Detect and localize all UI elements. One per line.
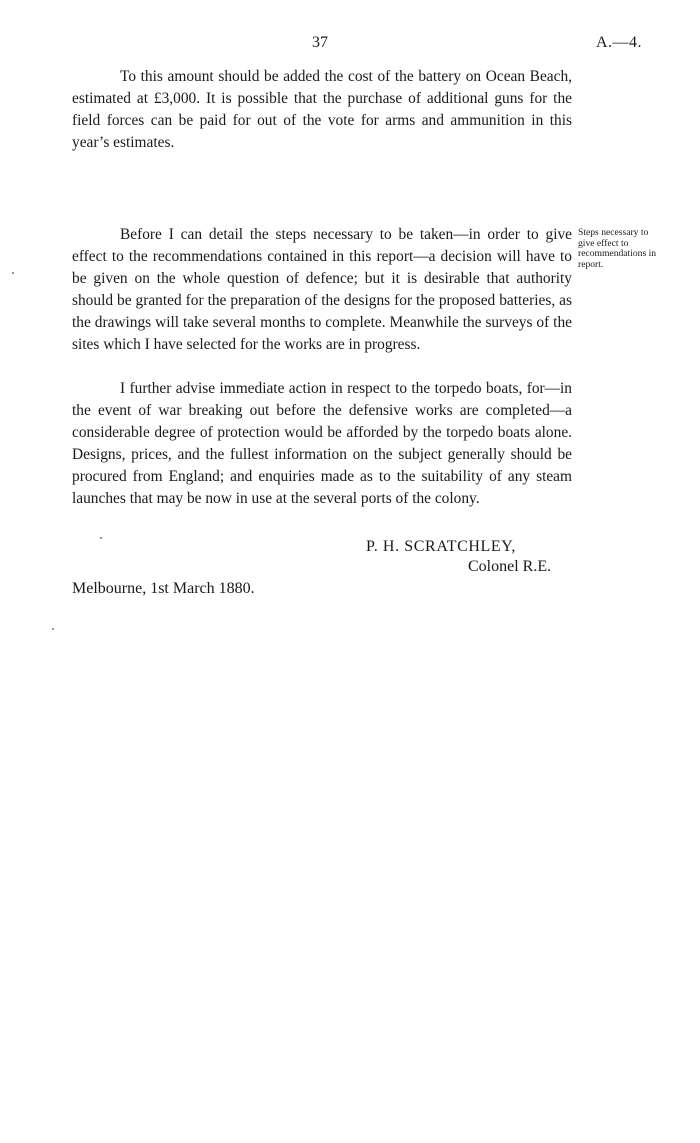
marginal-note: Steps necessary to give effect to recommendations in report.: [578, 227, 657, 270]
page-number: 37: [312, 34, 328, 51]
scan-speck: [52, 628, 54, 630]
place-and-date: Melbourne, 1st March 1880.: [72, 580, 255, 597]
signature-title: Colonel R.E.: [468, 558, 552, 575]
signature-name: P. H. SCRATCHLEY,: [366, 538, 516, 555]
body-paragraph-ocean-beach: To this amount should be added the cost of the battery on Ocean Beach, estimated at £3,000. It is possible that the purchase of additional guns for the field forces can be paid for out of the vote for arms and ammunition in this year’s estimates.: [72, 68, 572, 151]
body-paragraph-torpedo-boats: I further advise immediate action in respect to the torpedo boats, for—in the event of war breaking out before the defensive works are completed—a considerable degree of protection would be afforded by the torpedo boats alone. Designs, prices, and the fullest information on the subject generally should be procured from England; and enquiries made as to the suitability of any steam launches that may be now in use at the several ports of the colony.: [72, 380, 572, 507]
body-paragraph-steps-necessary: Before I can detail the steps necessary to be taken—in order to give effect to the recommendations contained in this report—a decision will have to be given on the whole question of defence; but it is desirable that authority should be granted for the preparation of the designs for the proposed batteries, as the drawings will take several months to complete. Meanwhile the surveys of the sites which I have selected for the works are in progress.: [72, 226, 572, 353]
scan-speck: [12, 272, 14, 274]
scan-speck: [100, 537, 102, 539]
document-reference: A.—4.: [595, 34, 642, 51]
